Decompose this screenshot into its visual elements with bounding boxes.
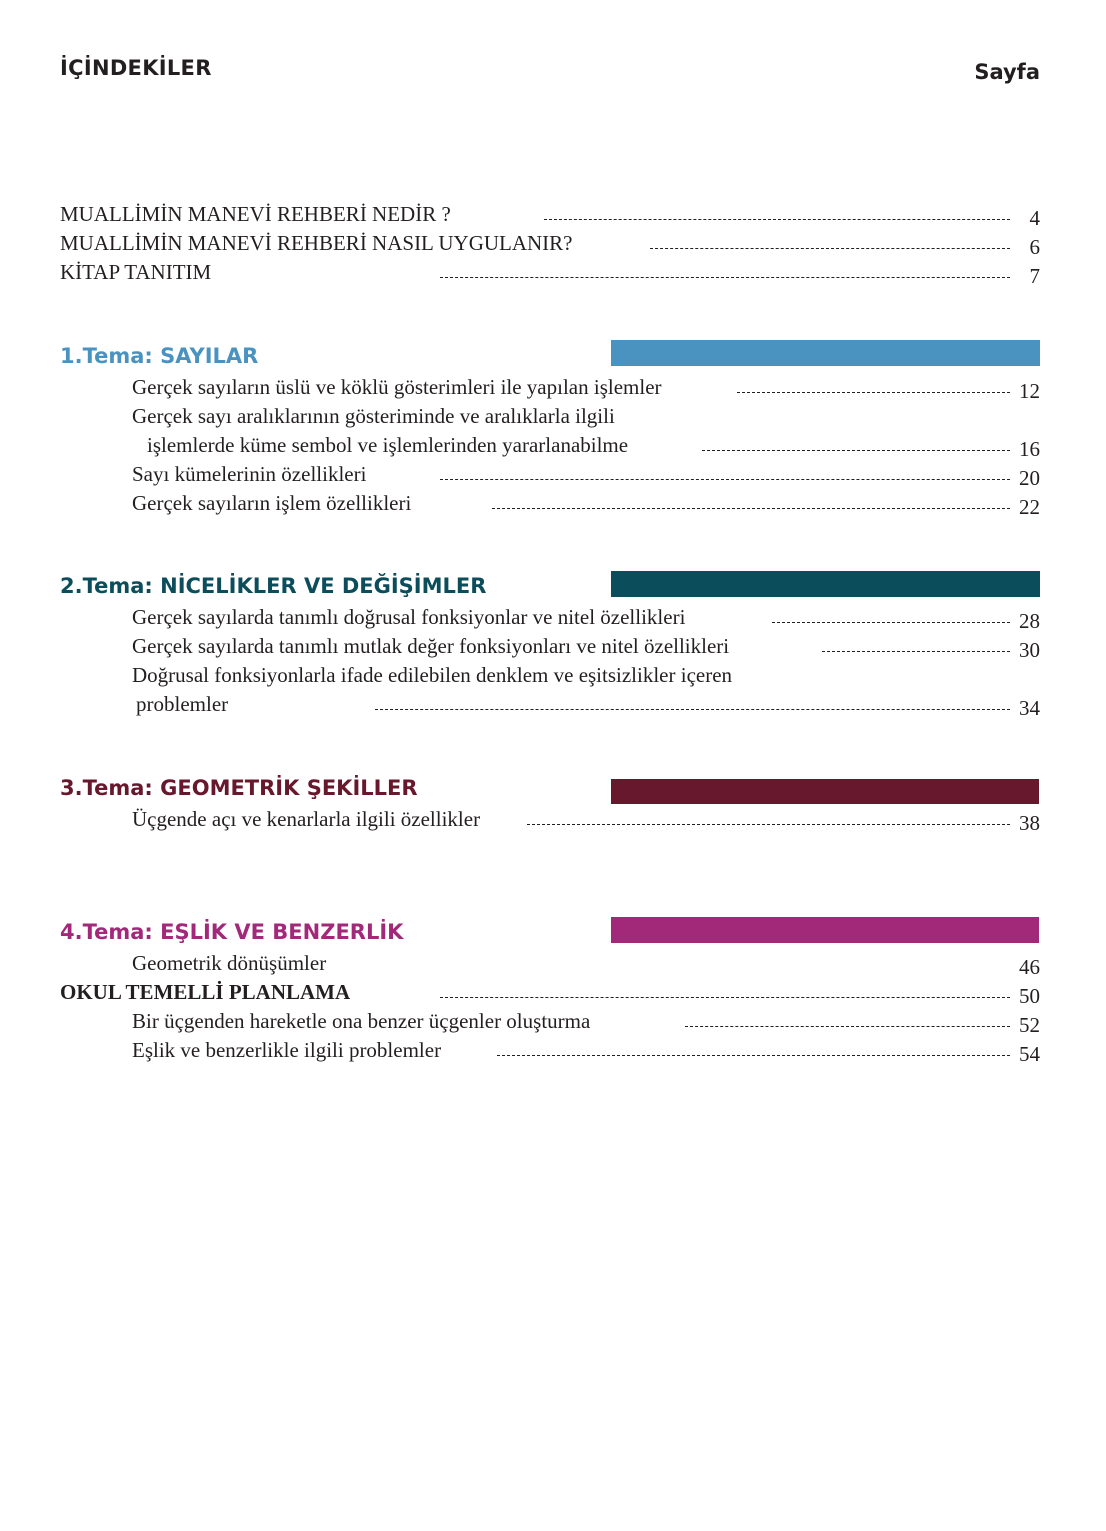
theme-color-bar (611, 340, 1040, 366)
toc-entry[interactable] (0, 460, 1106, 489)
toc-entry-page: 6 (1029, 235, 1040, 259)
toc-entry[interactable] (0, 489, 1106, 518)
toc-entry-page: 38 (1019, 811, 1040, 835)
toc-entry-text: Üçgende açı ve kenarlarla ilgili özellikler (132, 807, 481, 831)
toc-entry[interactable] (0, 402, 1106, 431)
toc-entry[interactable] (0, 229, 1106, 258)
toc-entry-text: Bir üçgenden hareketle ona benzer üçgenler oluşturma (132, 1009, 591, 1033)
toc-entry-text: problemler (136, 692, 229, 716)
toc-entry-page: 50 (1019, 984, 1040, 1008)
dot-leader (650, 248, 1010, 249)
toc-entry-text: Eşlik ve benzerlikle ilgili problemler (132, 1038, 442, 1062)
page-title: İÇİNDEKİLER (60, 56, 212, 80)
toc-entry[interactable] (0, 373, 1106, 402)
dot-leader (440, 997, 1010, 998)
dot-leader (375, 709, 1010, 710)
toc-entry[interactable] (0, 200, 1106, 229)
dot-leader (492, 508, 1010, 509)
toc-entry[interactable] (0, 949, 1106, 978)
dot-leader (497, 1055, 1010, 1056)
toc-entry-text: Geometrik dönüşümler (132, 951, 327, 975)
dot-leader (527, 824, 1010, 825)
toc-entry[interactable] (0, 805, 1106, 834)
toc-entry-text: Sayı kümelerinin özellikleri (132, 462, 367, 486)
toc-entry[interactable] (0, 258, 1106, 287)
theme-heading: 2.Tema: NİCELİKLER VE DEĞİŞİMLER (60, 574, 487, 598)
toc-entry-text: Gerçek sayılarda tanımlı mutlak değer fonksiyonları ve nitel özellikleri (132, 634, 730, 658)
dot-leader (440, 277, 1010, 278)
theme-color-bar (611, 917, 1039, 943)
toc-entry-text: Gerçek sayı aralıklarının gösteriminde ve aralıklarla ilgili (132, 404, 615, 428)
toc-entry[interactable] (0, 1036, 1106, 1065)
dot-leader (702, 450, 1010, 451)
dot-leader (685, 1026, 1010, 1027)
toc-entry-page: 54 (1019, 1042, 1040, 1066)
dot-leader (737, 392, 1010, 393)
theme-heading: 1.Tema: SAYILAR (60, 344, 259, 368)
dot-leader (822, 651, 1010, 652)
theme-heading: 3.Tema: GEOMETRİK ŞEKİLLER (60, 776, 418, 800)
toc-entry-page: 30 (1019, 638, 1040, 662)
toc-entry-page: 7 (1029, 264, 1040, 288)
toc-entry-page: 20 (1019, 466, 1040, 490)
toc-entry-text: işlemlerde küme sembol ve işlemlerinden yararlanabilme (147, 433, 629, 457)
toc-entry[interactable] (0, 978, 1106, 1007)
toc-entry[interactable] (0, 632, 1106, 661)
toc-entry-page: 28 (1019, 609, 1040, 633)
toc-entry-text: Gerçek sayıların işlem özellikleri (132, 491, 412, 515)
toc-entry-text: OKUL TEMELLİ PLANLAMA (60, 980, 351, 1004)
dot-leader (544, 219, 1010, 220)
toc-entry-text: Doğrusal fonksiyonlarla ifade edilebilen denklem ve eşitsizlikler içeren (132, 663, 733, 687)
toc-entry[interactable] (0, 1007, 1106, 1036)
toc-entry[interactable] (0, 661, 1106, 690)
toc-entry[interactable] (0, 603, 1106, 632)
toc-entry-page: 12 (1019, 379, 1040, 403)
dot-leader (440, 479, 1010, 480)
toc-entry-page: 34 (1019, 696, 1040, 720)
toc-entry-page: 52 (1019, 1013, 1040, 1037)
dot-leader (772, 622, 1010, 623)
toc-entry-page: 16 (1019, 437, 1040, 461)
toc-entry[interactable] (0, 690, 1106, 719)
theme-color-bar (611, 571, 1040, 597)
toc-entry-page: 4 (1029, 206, 1040, 230)
theme-heading: 4.Tema: EŞLİK VE BENZERLİK (60, 920, 404, 944)
toc-entry-text: KİTAP TANITIM (60, 260, 212, 284)
toc-entry-text: MUALLİMİN MANEVİ REHBERİ NEDİR ? (60, 202, 451, 226)
page-column-label: Sayfa (974, 60, 1040, 84)
toc-entry-page: 22 (1019, 495, 1040, 519)
toc-entry-text: Gerçek sayılarda tanımlı doğrusal fonksiyonlar ve nitel özellikleri (132, 605, 686, 629)
toc-entry-page: 46 (1019, 955, 1040, 979)
toc-entry-text: MUALLİMİN MANEVİ REHBERİ NASIL UYGULANIR? (60, 231, 573, 255)
toc-entry-text: Gerçek sayıların üslü ve köklü gösterimleri ile yapılan işlemler (132, 375, 662, 399)
toc-entry[interactable] (0, 431, 1106, 460)
theme-color-bar (611, 779, 1039, 804)
